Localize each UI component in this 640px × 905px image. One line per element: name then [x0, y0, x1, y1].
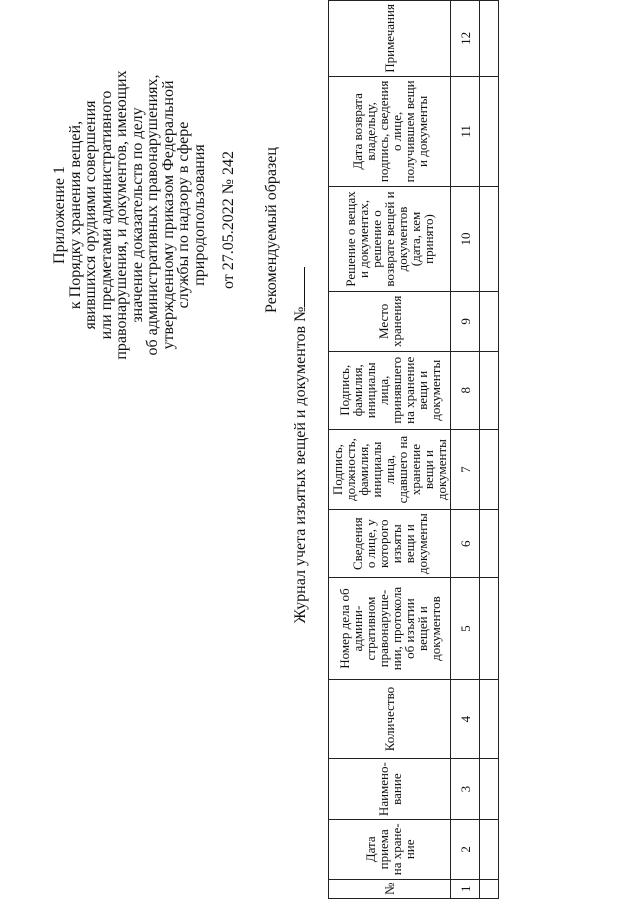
- table-empty-row: [480, 1, 499, 899]
- appendix-line: Приложение 1: [51, 166, 68, 264]
- column-number: 1: [451, 879, 480, 898]
- empty-cell[interactable]: [480, 879, 499, 898]
- journal-title: [290, 195, 310, 695]
- empty-cell[interactable]: [480, 679, 499, 758]
- appendix-header: [52, 0, 207, 445]
- empty-cell[interactable]: [480, 351, 499, 429]
- header-cell: Подпись, фамилия, инициалы лица, принявшего на хранение вещи и документы: [329, 351, 451, 429]
- empty-cell[interactable]: [480, 1, 499, 77]
- empty-cell[interactable]: [480, 292, 499, 352]
- journal-number-blank: [290, 267, 305, 307]
- column-number: 8: [451, 351, 480, 429]
- header-cell: Примечания: [329, 1, 451, 77]
- appendix-line: природопользования: [190, 144, 208, 286]
- journal-table: [328, 0, 499, 899]
- column-number: 2: [451, 820, 480, 880]
- empty-cell[interactable]: [480, 429, 499, 509]
- appendix-line: утвержденному приказом Федеральной: [159, 80, 177, 350]
- appendix-line: значение доказательств по делу: [128, 107, 146, 323]
- header-cell: №: [329, 879, 451, 898]
- column-number: 12: [451, 1, 480, 77]
- appendix-line: службы по надзору в сфере: [175, 121, 192, 309]
- column-number: 9: [451, 292, 480, 352]
- header-cell: Наимено-вание: [329, 759, 451, 820]
- appendix-line: об административных правонарушениях,: [144, 74, 161, 356]
- header-cell: Количество: [329, 679, 451, 758]
- empty-cell[interactable]: [480, 578, 499, 680]
- header-cell: Сведения о лице, у которого изъяты вещи и документы: [329, 510, 451, 578]
- appendix-line: явившихся орудиями совершения: [82, 100, 99, 330]
- empty-cell[interactable]: [480, 76, 499, 186]
- column-number: 11: [451, 76, 480, 186]
- header-cell: Подпись, должность, фамилия, инициалы лица, сдавшего на хранение вещи и документы: [329, 429, 451, 509]
- empty-cell[interactable]: [480, 186, 499, 291]
- empty-cell[interactable]: [480, 759, 499, 820]
- table-number-row: [451, 1, 480, 899]
- journal-title-text: Журнал учета изъятых вещей и документов №: [292, 306, 309, 624]
- sample-label: Рекомендуемый образец: [263, 147, 280, 313]
- header-cell: Дата приема на хране-ние: [329, 820, 451, 880]
- header-cell: Дата возврата владельцу, подпись, сведения о лице, получившем вещи и документы: [329, 76, 451, 186]
- appendix-line: или предметами административного: [97, 90, 115, 340]
- header-cell: Номер дела об админи-стративном правонаруше-нии, протокола об изъятии вещей и документов: [329, 578, 451, 680]
- column-number: 6: [451, 510, 480, 578]
- empty-cell[interactable]: [480, 820, 499, 880]
- column-number: 7: [451, 429, 480, 509]
- order-date: от 27.05.2022 № 242: [220, 150, 237, 290]
- appendix-line: правонарушения, и документов, имеющих: [113, 70, 130, 360]
- empty-cell[interactable]: [480, 510, 499, 578]
- table-header-row: [329, 1, 451, 899]
- column-number: 10: [451, 186, 480, 291]
- appendix-line: к Порядку хранения вещей,: [66, 120, 84, 310]
- header-cell: Место хранения: [329, 292, 451, 352]
- header-cell: Решение о вещах и документах, решение о возврате вещей и документов (дата, кем принято): [329, 186, 451, 291]
- column-number: 4: [451, 679, 480, 758]
- column-number: 5: [451, 578, 480, 680]
- column-number: 3: [451, 759, 480, 820]
